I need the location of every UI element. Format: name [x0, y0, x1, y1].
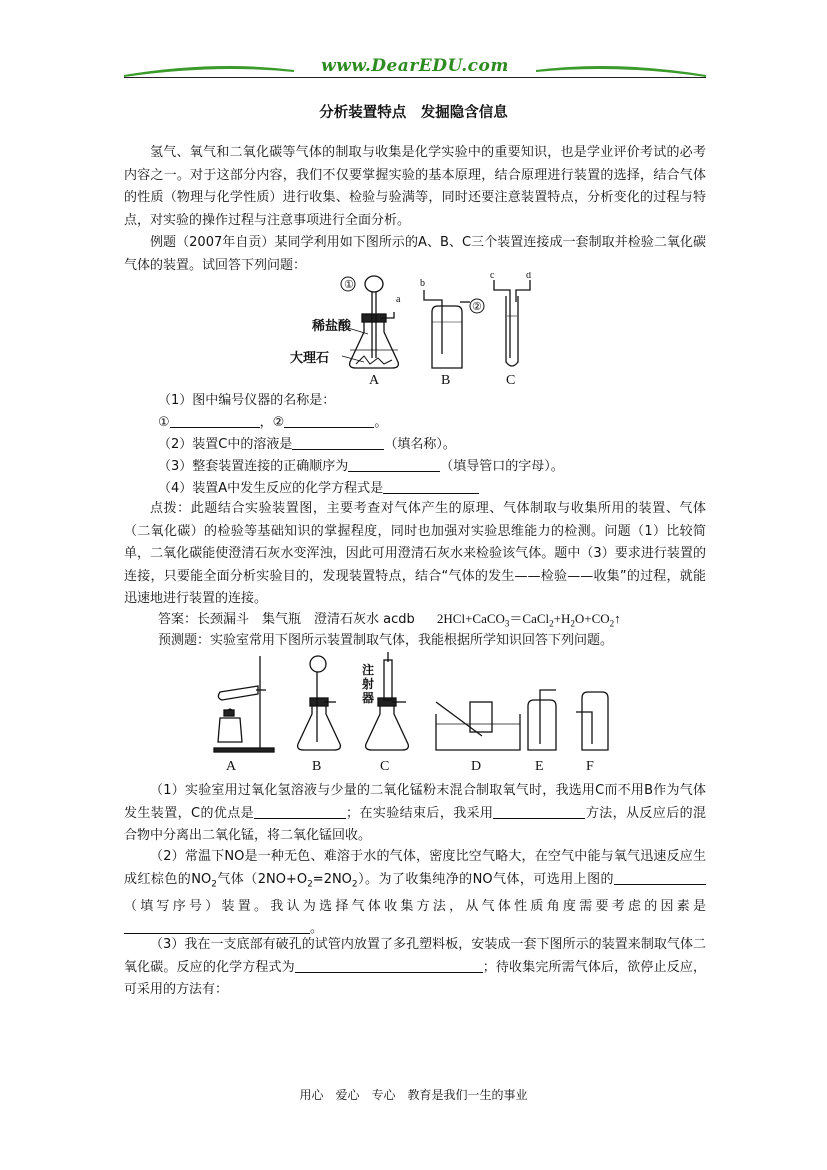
label-c: C — [506, 373, 516, 388]
answer-blank-10[interactable] — [295, 958, 483, 973]
label-marble: 大理石 — [290, 350, 330, 365]
prediction-question-2: （2）常温下NO是一种无色、难溶于水的气体，密度比空气略大，在空气中能与氧气迅速反应生成红棕色的$NO_2$气体$(2NO+O_2=2NO_2)$。为了收集纯净的NO气体，可选用上图的（填写序号）装置。我认为选择气体收集方法，从气体性质角度需要考虑的因素是。 — [124, 849, 706, 937]
q1-circle-1: ① — [158, 415, 170, 430]
answer-blank-6[interactable] — [254, 804, 346, 819]
hint-paragraph: 点拨：此题结合实验装置图，主要考查对气体产生的原理、气体制取与收集所用的装置、气体（二氧化碳）的检验等基础知识的掌握程度，同时也加强对实验思维能力的检测。问题（1）比较简单，二氧化碳能使澄清石灰水变浑浊，因此可用澄清石灰水来检验该气体。题中（3）要求进行装置的连接，只要能全面分析实验目的，发现装置特点，结合“气体的发生——检验——收集”的过程，就能迅速地进行装置的连接。 — [124, 501, 706, 606]
label-n1: ① — [344, 279, 354, 291]
label-fig2-e: E — [535, 759, 544, 774]
syringe-label: 注射器 — [362, 663, 375, 705]
label-port-c: c — [490, 272, 495, 281]
q1-circle-2: ，② — [259, 415, 285, 430]
label-acid: 稀盐酸 — [312, 318, 352, 333]
intro-paragraph: 氢气、氧气和二氧化碳等气体的制取与收集是化学实验中的重要知识，也是学业评价考试的必考内容之一。对于这部分内容，我们不仅要掌握实验的基本原理，结合原理进行装置的选择，结合气体的性质（物理与化学性质）进行收集、检验与验满等，同时还要注意装置特点，分析变化的过程与特点，对实验的操作过程与注意事项进行全面分析。 — [124, 145, 706, 228]
answer-blank-2[interactable] — [284, 413, 374, 428]
answer-text: 答案：长颈漏斗 集气瓶 澄清石灰水 acdb — [158, 612, 415, 627]
gas-arrow-icon: ↑ — [614, 611, 621, 626]
question-1: （1）图中编号仪器的名称是： — [158, 393, 336, 408]
answer-blank-9[interactable] — [124, 919, 310, 934]
header-rule — [124, 77, 706, 78]
page-footer: 用心 爱心 专心 教育是我们一生的事业 — [299, 1088, 528, 1102]
label-port-b: b — [420, 278, 425, 289]
example-paragraph: 例题（2007年自贡）某同学利用如下图所示的A、B、C三个装置连接成一套制取并检验二氧化碳气体的装置。试回答下列问题： — [124, 235, 706, 273]
question-4: （4）装置A中发生反应的化学方程式是 — [158, 478, 479, 500]
page-title: 分析装置特点 发掘隐含信息 — [319, 105, 508, 121]
label-fig2-a: A — [226, 759, 237, 774]
answer-blank-5[interactable] — [383, 479, 479, 494]
label-port-d: d — [526, 272, 531, 281]
question-1-blanks: ① ，② 。 — [158, 415, 388, 430]
label-fig2-d: D — [471, 759, 482, 774]
label-port-a: a — [396, 294, 401, 305]
predict-line: 预测题：实验室常用下图所示装置制取气体，我能根据所学知识回答下列问题。 — [158, 633, 614, 648]
label-fig2-c: C — [380, 759, 390, 774]
prediction-question-3: （3）我在一支底部有破孔的试管内放置了多孔塑料板，安装成一套下图所示的装置来制取气体二氧化碳。反应的化学方程式为 ；待收集完所需气体后，欲停止反应，可采用的方法有： — [124, 937, 706, 997]
answer-blank-4[interactable] — [348, 457, 440, 472]
question-2: （2）装置C中的溶液是 （填名称）。 — [158, 437, 456, 452]
page-header — [124, 56, 706, 80]
label-b: B — [441, 373, 451, 388]
answer-blank-1[interactable] — [170, 413, 260, 428]
site-url[interactable]: www.DearEDU.com — [321, 56, 509, 76]
prediction-question-1: （1）实验室用过氧化氢溶液与少量的二氧化锰粉末混合制取氧气时，我选用C而不用B作为气体发生装置，C的优点是 ；在实验结束后，我采用 方法，从反应后的混合物中分离出二氧化锰，将二氧化锰回收。 — [124, 783, 706, 843]
answer-equation: $2HCl+CaCO_3=CaCl_2+H_2O+CO_2↑$ — [436, 611, 621, 629]
answer-blank-8[interactable] — [614, 870, 706, 885]
label-fig2-b: B — [312, 759, 322, 774]
label-a: A — [369, 373, 380, 388]
answer-blank-7[interactable] — [493, 804, 585, 819]
answer-blank-3[interactable] — [292, 435, 384, 450]
label-fig2-f: F — [586, 759, 594, 774]
figure-apparatus-abc — [284, 272, 544, 388]
figure-apparatus-af — [200, 652, 620, 776]
question-3: （3）整套装置连接的正确顺序为 （填导管口的字母）。 — [158, 459, 564, 474]
label-n2: ② — [472, 301, 482, 313]
